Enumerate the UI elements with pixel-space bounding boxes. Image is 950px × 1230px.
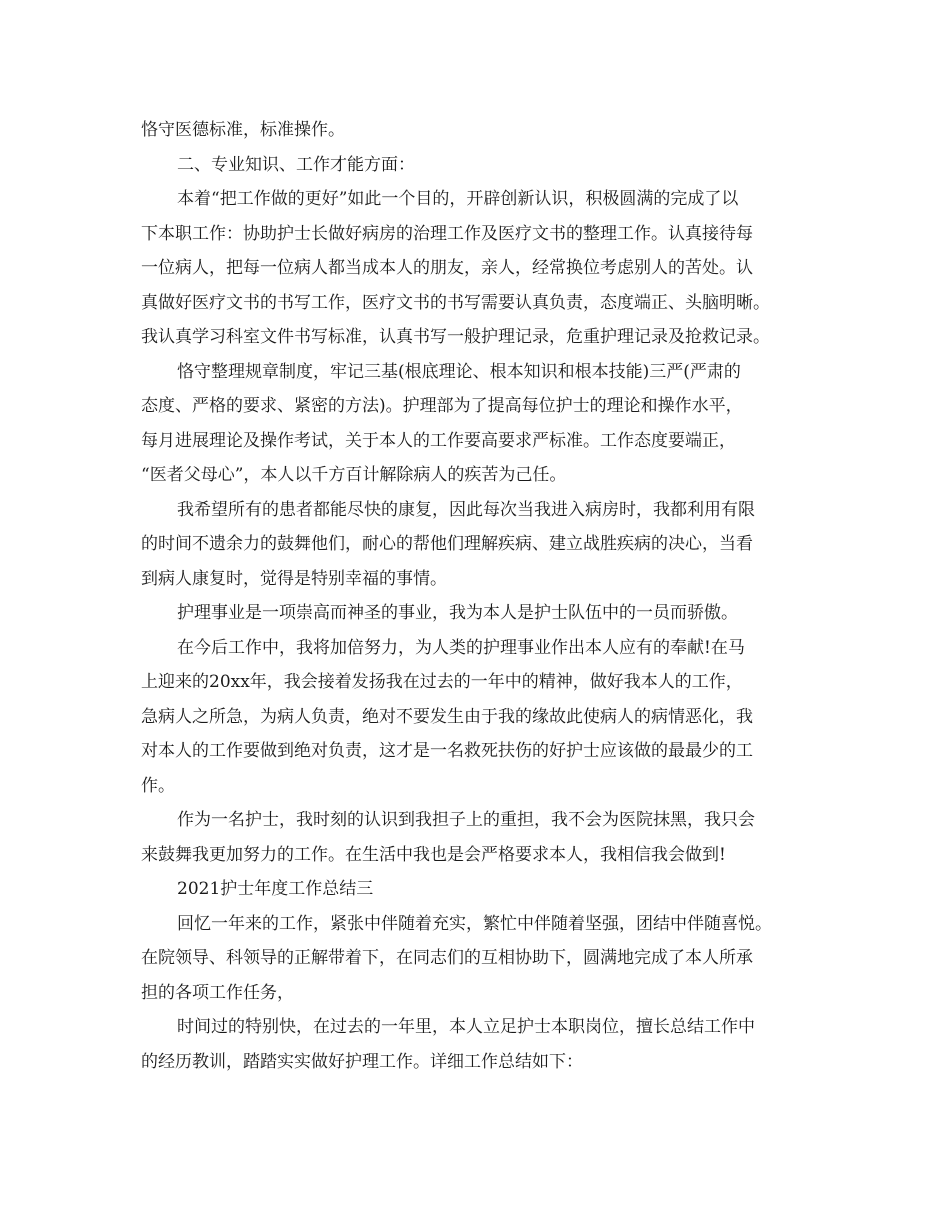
- paragraph-line: 担的各项工作任务，: [141, 982, 294, 1003]
- paragraph-line: 对本人的工作要做到绝对负责，这才是一名救死扶伤的好护士应该做的最最少的工: [141, 741, 753, 761]
- section-heading: 二、专业知识、工作才能方面：: [177, 154, 415, 175]
- paragraph-line: 真做好医疗文书的书写工作，医疗文书的书写需要认真负责，态度端正、头脑明晰。: [141, 292, 770, 313]
- paragraph-line: 作为一名护士，我时刻的认识到我担子上的重担，我不会为医院抹黑，我只会: [177, 810, 755, 830]
- paragraph-line: 时间过的特别快，在过去的一年里，本人立足护士本职岗位，擅长总结工作中: [177, 1017, 755, 1037]
- paragraph-line: 本着“把工作做的更好”如此一个目的，开辟创新认识，积极圆满的完成了以: [177, 189, 739, 209]
- paragraph-line: 的经历教训，踏踏实实做好护理工作。详细工作总结如下：: [141, 1051, 583, 1072]
- section-heading: 2021护士年度工作总结三: [177, 879, 374, 899]
- paragraph-line: 我认真学习科室文件书写标准，认真书写一般护理记录，危重护理记录及抢救记录。: [141, 327, 770, 347]
- paragraph-line: 上迎来的20xx年，我会接着发扬我在过去的一年中的精神，做好我本人的工作，: [141, 672, 743, 692]
- paragraph-line: 到病人康复时，觉得是特别幸福的事情。: [141, 568, 447, 589]
- paragraph-line: 在院领导、科领导的正解带着下，在同志们的互相协助下，圆满地完成了本人所承: [141, 948, 753, 968]
- paragraph-line: 每月进展理论及操作考试，关于本人的工作要高要求严标准。工作态度要端正，: [141, 430, 736, 451]
- paragraph-line: “医者父母心”，本人以千方百计解除病人的疾苦为己任。: [141, 465, 567, 485]
- paragraph-line: 在今后工作中，我将加倍努力，为人类的护理事业作出本人应有的奉献!在马: [177, 637, 745, 658]
- paragraph-line: 恪守医德标准，标准操作。: [141, 120, 345, 140]
- paragraph-line: 态度、严格的要求、紧密的方法)。护理部为了提高每位护士的理论和操作水平，: [141, 396, 743, 416]
- paragraph-line: 来鼓舞我更加努力的工作。在生活中我也是会严格要求本人，我相信我会做到!: [141, 844, 726, 865]
- paragraph-line: 急病人之所急，为病人负责，绝对不要发生由于我的缘故此使病人的病情恶化，我: [141, 706, 753, 727]
- paragraph-line: 作。: [141, 775, 175, 796]
- paragraph-line: 一位病人，把每一位病人都当成本人的朋友，亲人，经常换位考虑别人的苦处。认: [141, 258, 753, 278]
- paragraph-line: 回忆一年来的工作，紧张中伴随着充实，繁忙中伴随着坚强，团结中伴随喜悦。: [177, 913, 772, 934]
- paragraph-line: 我希望所有的患者都能尽快的康复，因此每次当我进入病房时，我都利用有限: [177, 499, 755, 520]
- paragraph-line: 的时间不遗余力的鼓舞他们，耐心的帮他们理解疾病、建立战胜疾病的决心，当看: [141, 534, 753, 554]
- paragraph-line: 下本职工作：协助护士长做好病房的治理工作及医疗文书的整理工作。认真接待每: [141, 223, 753, 244]
- document-body: [141, 113, 831, 1079]
- paragraph-line: 护理事业是一项崇高而神圣的事业，我为本人是护士队伍中的一员而骄傲。: [177, 603, 738, 623]
- paragraph-line: 恪守整理规章制度，牢记三基(根底理论、根本知识和根本技能)三严(严肃的: [177, 361, 741, 382]
